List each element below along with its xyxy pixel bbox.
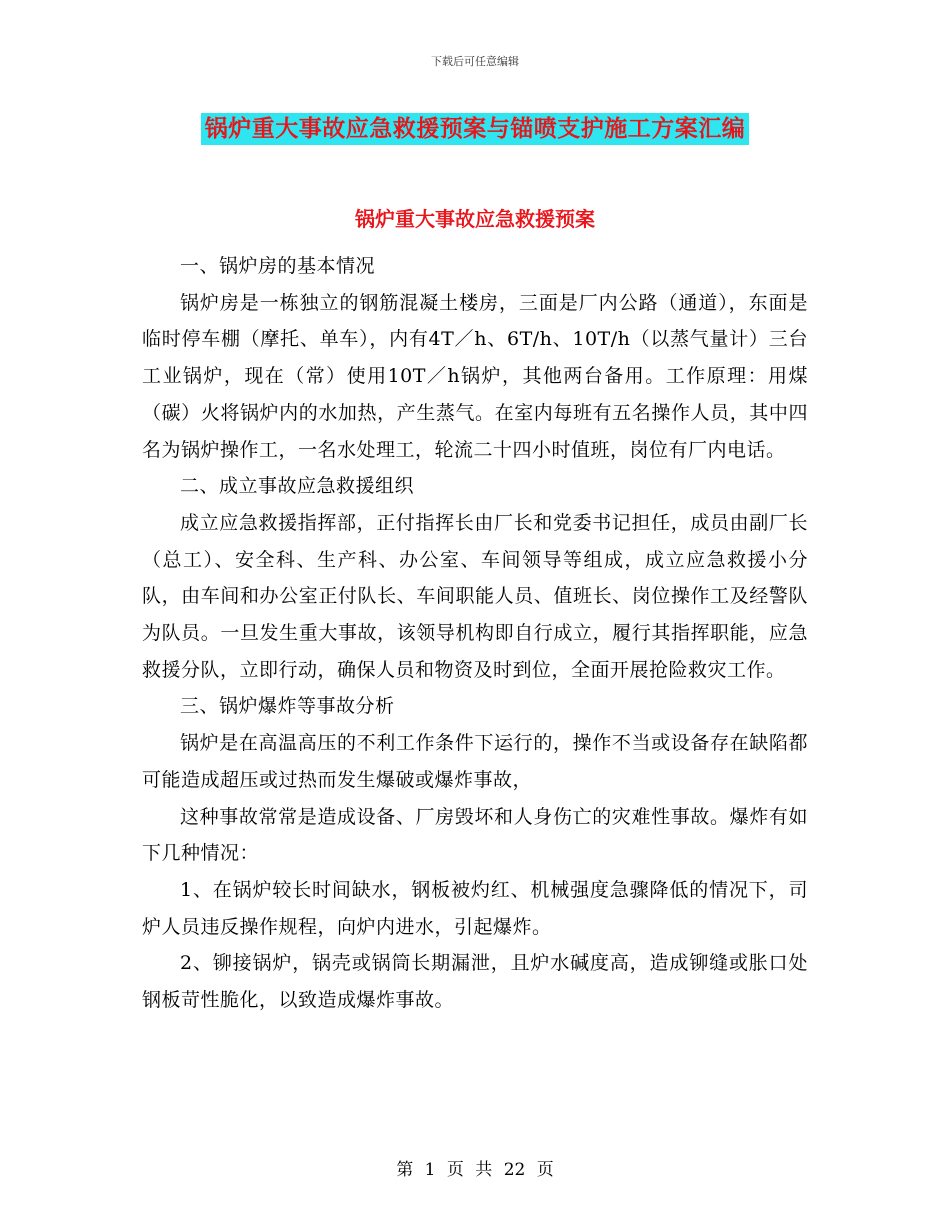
paragraph-basic-info: 锅炉房是一栋独立的钢筋混凝土楼房，三面是厂内公路（通道），东面是临时停车棚（摩托、单车），内有4T／h、6T/h、10T/h（以蒸气量计）三台工业锅炉，现在（常）使用10T／h锅炉，其他两台备用。工作原理：用煤（碳）火将锅炉内的水加热，产生蒸气。在室内每班有五名操作人员，其中四名为锅炉操作工，一名水处理工，轮流二十四小时值班，岗位有厂内电话。 [142,291,808,461]
heading-organization: 二、成立事故应急救援组织 [180,475,415,498]
list-item-2: 2、铆接锅炉，锅壳或锅筒长期漏泄，且炉水碱度高，造成铆缝或胀口处钢板苛性脆化，以致造成爆炸事故。 [142,952,808,1012]
header-note: 下载后可任意编辑 [431,55,519,68]
document-body [142,248,808,1019]
heading-basic-info: 一、锅炉房的基本情况 [180,255,376,277]
heading-accident-analysis: 三、锅炉爆炸等事故分析 [180,695,395,718]
paragraph-accident-analysis: 锅炉是在高温高压的不利工作条件下运行的，操作不当或设备存在缺陷都可能造成超压或过热而发生爆破或爆炸事故， [142,732,808,791]
paragraph-organization: 成立应急救援指挥部，正付指挥长由厂长和党委书记担任，成员由副厂长（总工）、安全科、生产科、办公室、车间领导等组成，成立应急救援小分队，由车间和办公室正付队长、车间职能人员、值班长、岗位操作工及经警队为队员。一旦发生重大事故，该领导机构即自行成立，履行其指挥职能，应急救援分队，立即行动，确保人员和物资及时到位，全面开展抢险救灾工作。 [142,511,808,681]
document-title: 锅炉重大事故应急救援预案与锚喷支护施工方案汇编 [201,113,750,145]
section-title: 锅炉重大事故应急救援预案 [355,207,595,231]
main-title-container [0,113,950,145]
list-item-1: 1、在锅炉较长时间缺水，钢板被灼红、机械强度急骤降低的情况下，司炉人员违反操作规程，向炉内进水，引起爆炸。 [142,878,808,938]
page-footer: 第 1 页 共 22 页 [396,1160,554,1180]
paragraph-explosion-types: 这种事故常常是造成设备、厂房毁坏和人身伤亡的灾难性事故。爆炸有如下几种情况： [142,805,808,865]
